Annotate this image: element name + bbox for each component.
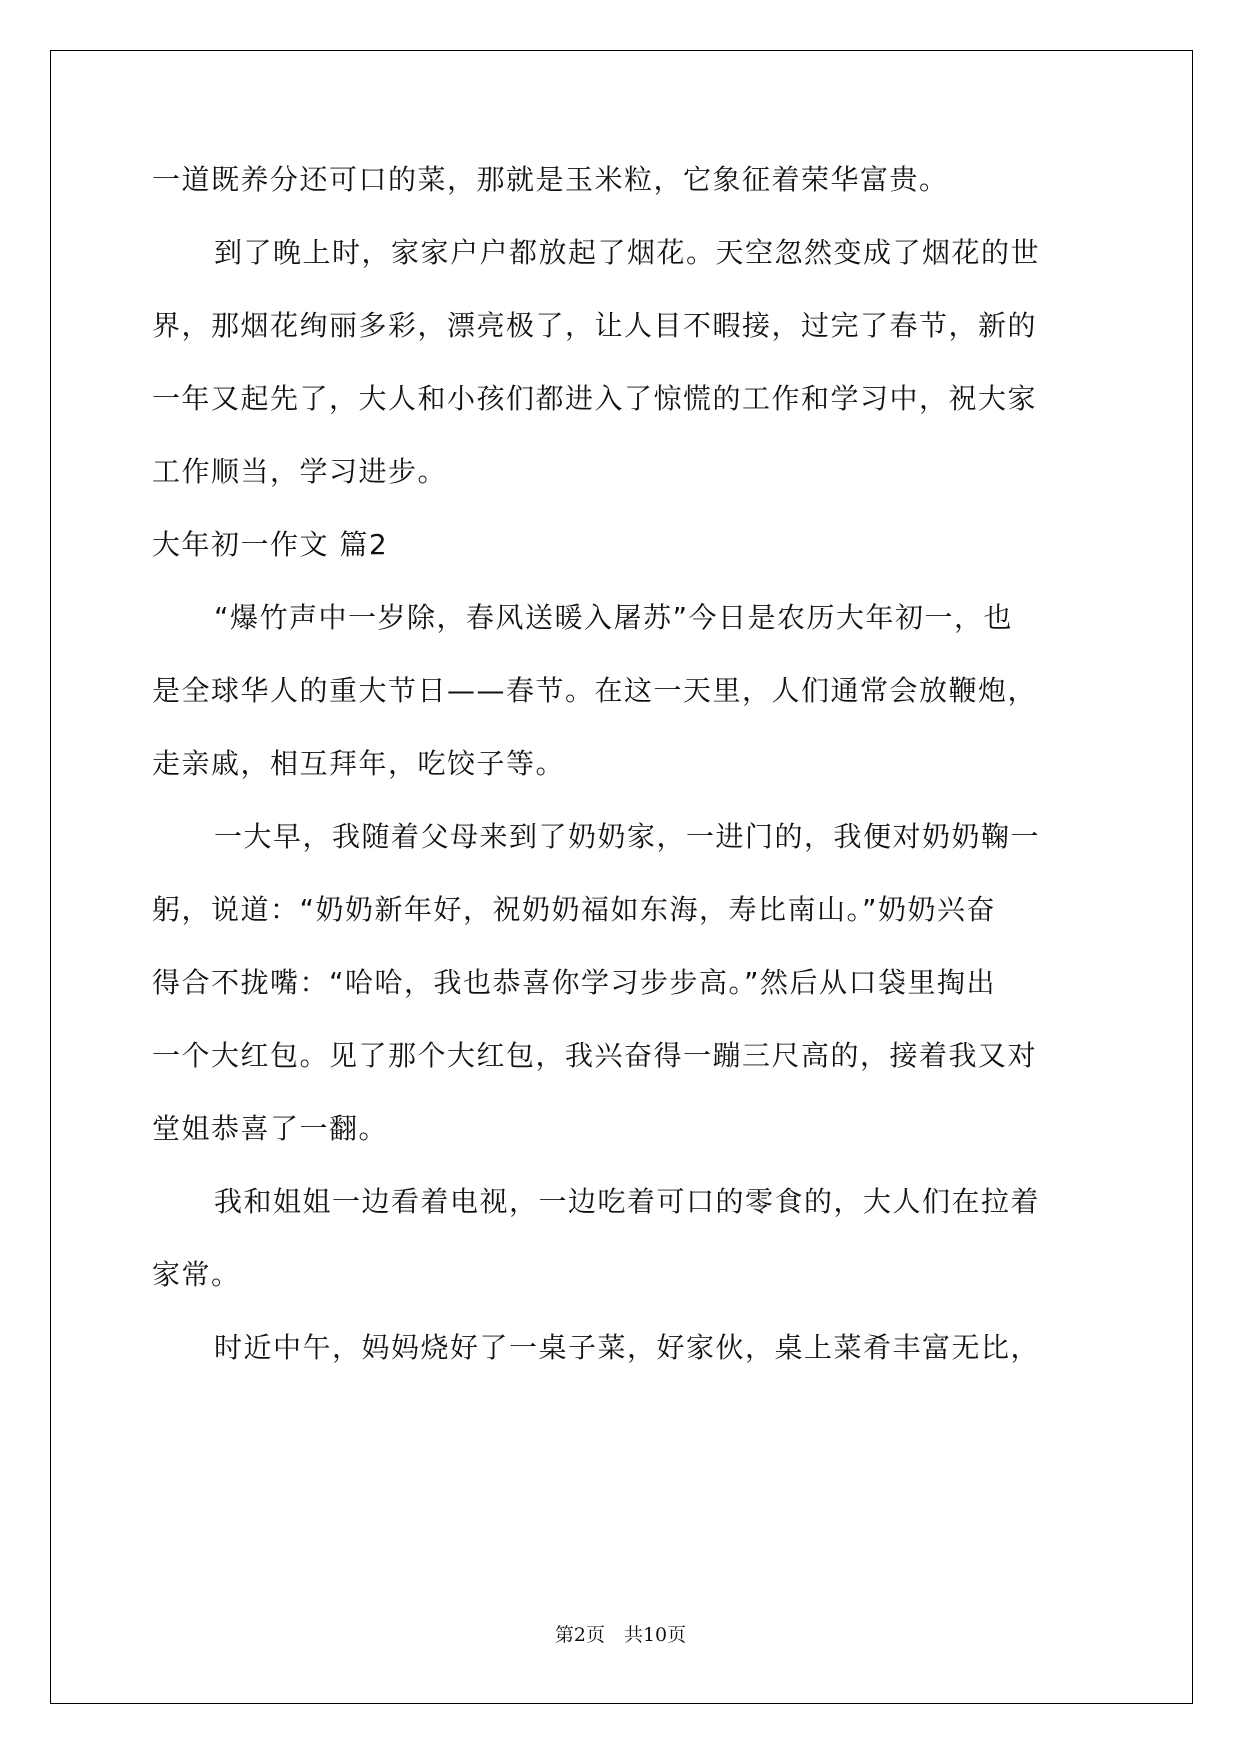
paragraph-start-line: “爆竹声中一岁除，春风送暖入屠苏”今日是农历大年初一，也: [214, 601, 1014, 634]
text-line: 躬，说道：“奶奶新年好，祝奶奶福如东海，寿比南山。”奶奶兴奋: [152, 893, 997, 926]
text-line: 一个大红包。见了那个大红包，我兴奋得一蹦三尺高的，接着我又对: [152, 1039, 1038, 1072]
text-line: 得合不拢嘴：“哈哈，我也恭喜你学习步步高。”然后从口袋里掏出: [152, 966, 997, 999]
text-line: 一道既养分还可口的菜，那就是玉米粒，它象征着荣华富贵。: [152, 163, 949, 196]
paragraph-start-line: 到了晚上时，家家户户都放起了烟花。天空忽然变成了烟花的世: [214, 236, 1041, 269]
paragraph-start-line: 一大早，我随着父母来到了奶奶家，一进门的，我便对奶奶鞠一: [214, 820, 1041, 853]
page-number-footer: 第2页 共10页: [554, 1624, 687, 1646]
section-heading: 大年初一作文 篇2: [152, 528, 389, 561]
text-line: 堂姐恭喜了一翻。: [152, 1112, 389, 1145]
page-border: [50, 50, 1193, 1704]
text-line: 走亲戚，相互拜年，吃饺子等。: [152, 747, 566, 780]
text-line: 家常。: [152, 1258, 241, 1291]
text-line: 是全球华人的重大节日——春节。在这一天里，人们通常会放鞭炮，: [152, 674, 1038, 707]
text-line: 一年又起先了，大人和小孩们都进入了惊慌的工作和学习中，祝大家: [152, 382, 1038, 415]
paragraph-start-line: 时近中午，妈妈烧好了一桌子菜，好家伙，桌上菜肴丰富无比，: [214, 1331, 1041, 1364]
text-line: 界，那烟花绚丽多彩，漂亮极了，让人目不暇接，过完了春节，新的: [152, 309, 1038, 342]
paragraph-start-line: 我和姐姐一边看着电视，一边吃着可口的零食的，大人们在拉着: [214, 1185, 1041, 1218]
text-line: 工作顺当，学习进步。: [152, 455, 448, 488]
